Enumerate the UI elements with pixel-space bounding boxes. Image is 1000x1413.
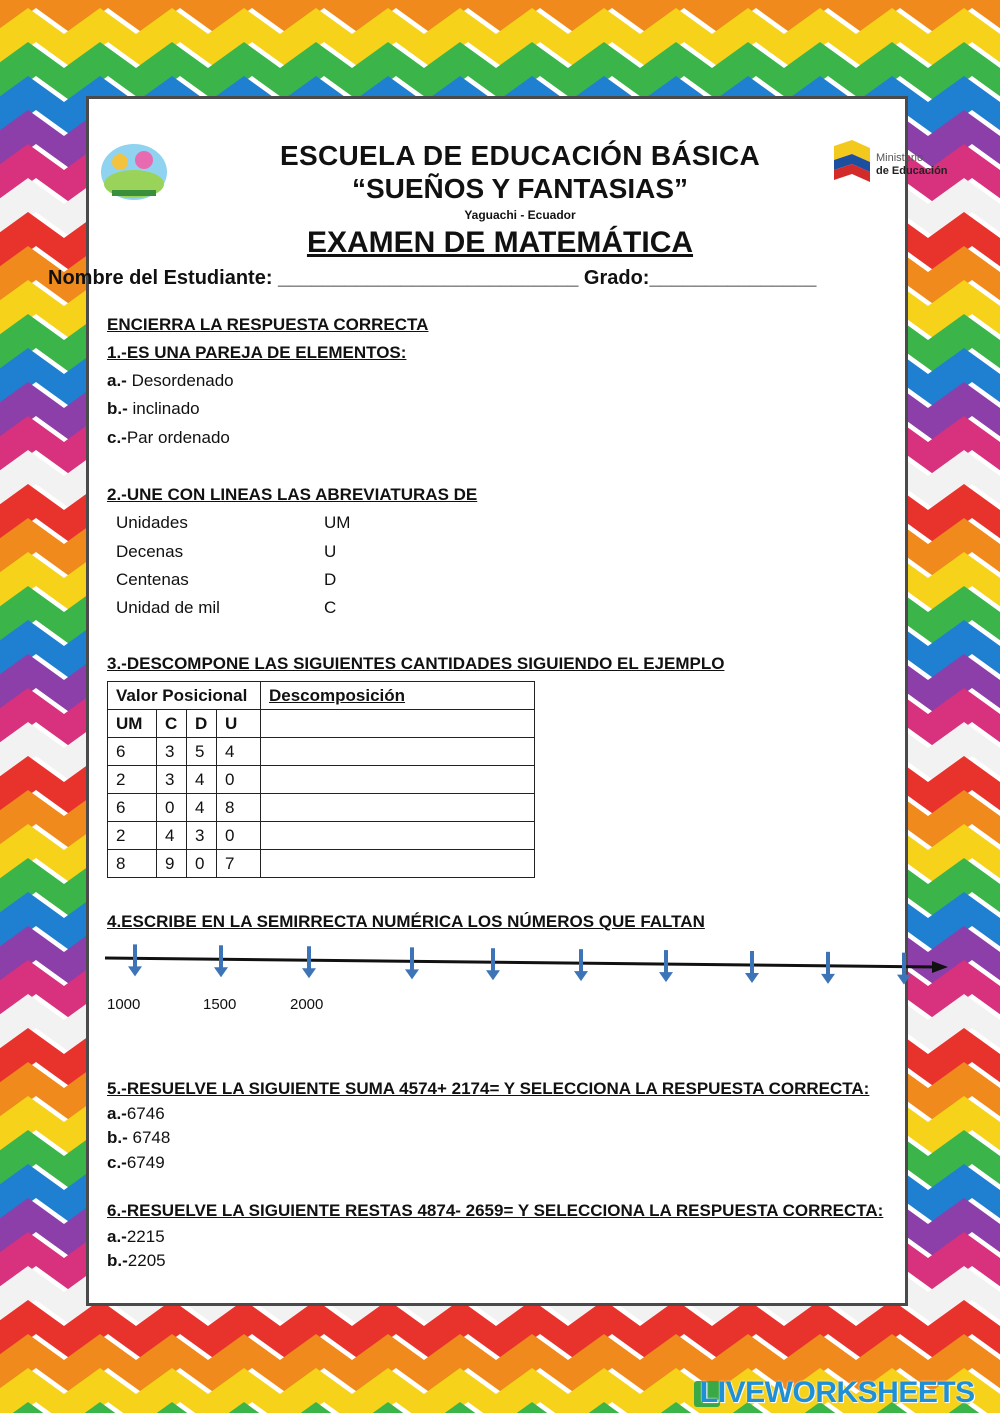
- q2-left-item[interactable]: Unidades: [116, 513, 188, 532]
- decomposition-cell[interactable]: [261, 766, 535, 794]
- q6-option-a[interactable]: a.-2215: [107, 1227, 165, 1246]
- number-line-marker-arrow-icon: [745, 951, 759, 983]
- cell-u: 0: [217, 822, 261, 850]
- cell-u: 8: [217, 794, 261, 822]
- number-line-marker-arrow-icon: [405, 947, 419, 979]
- school-name-line2: “SUEÑOS Y FANTASIAS”: [351, 173, 689, 204]
- decomposition-cell[interactable]: [261, 822, 535, 850]
- q2-right-item[interactable]: UM: [324, 513, 351, 532]
- column-c: C: [157, 710, 187, 738]
- q2-left-item[interactable]: Unidad de mil: [116, 598, 220, 617]
- cell-um: 2: [108, 766, 157, 794]
- q2-left-item[interactable]: Centenas: [116, 570, 189, 589]
- number-line-label: 1000: [107, 996, 141, 1013]
- cell-um: 2: [108, 822, 157, 850]
- instructions-heading: ENCIERRA LA RESPUESTA CORRECTA: [107, 315, 429, 334]
- question-6-title: 6.-RESUELVE LA SIGUIENTE RESTAS 4874- 2659= Y SELECCIONA LA RESPUESTA CORRECTA:: [107, 1201, 884, 1220]
- number-line-label: 1500: [203, 996, 237, 1013]
- q1-option-a[interactable]: a.- Desordenado: [107, 371, 234, 390]
- cell-u: 7: [217, 850, 261, 878]
- number-line-marker-arrow-icon: [821, 952, 835, 984]
- table-row: [108, 766, 535, 794]
- question-5-title: 5.-RESUELVE LA SIGUIENTE SUMA 4574+ 2174= Y SELECCIONA LA RESPUESTA CORRECTA:: [107, 1079, 870, 1098]
- decomposition-header: Descomposición: [261, 682, 535, 710]
- decomposition-cell[interactable]: [261, 738, 535, 766]
- number-line-axis: [105, 958, 938, 967]
- decomposition-cell[interactable]: [261, 710, 535, 738]
- column-um: UM: [108, 710, 157, 738]
- table-row: [108, 850, 535, 878]
- school-location: Yaguachi - Ecuador: [464, 208, 576, 222]
- student-name-grade-line[interactable]: Nombre del Estudiante: ___________________________ Grado:_______________: [48, 267, 817, 289]
- table-header-row: [108, 682, 535, 710]
- cell-um: 6: [108, 794, 157, 822]
- q5-option-c[interactable]: c.-6749: [107, 1153, 165, 1172]
- number-line-marker-arrow-icon: [574, 949, 588, 981]
- liveworksheets-watermark[interactable]: LIVEWORKSHEETS: [700, 1376, 975, 1409]
- q1-option-b[interactable]: b.- inclinado: [107, 399, 200, 418]
- question-4-title: 4.ESCRIBE EN LA SEMIRRECTA NUMÉRICA LOS NÚMEROS QUE FALTAN: [107, 912, 705, 931]
- number-line-marker-arrow-icon: [659, 950, 673, 982]
- cell-c: 4: [157, 822, 187, 850]
- cell-c: 9: [157, 850, 187, 878]
- number-line-label: 2000: [290, 996, 324, 1013]
- number-line-marker-arrow-icon: [897, 953, 911, 985]
- table-row: [108, 738, 535, 766]
- number-line-marker-arrow-icon: [128, 944, 142, 976]
- q2-right-item[interactable]: U: [324, 542, 337, 561]
- cell-c: 3: [157, 738, 187, 766]
- cell-c: 0: [157, 794, 187, 822]
- cell-d: 5: [187, 738, 217, 766]
- number-line-marker-arrow-icon: [214, 945, 228, 977]
- column-d: D: [187, 710, 217, 738]
- cell-d: 3: [187, 822, 217, 850]
- table-row: [108, 794, 535, 822]
- q6-option-b[interactable]: b.-2205: [107, 1251, 166, 1270]
- q2-right-item[interactable]: D: [324, 570, 337, 589]
- q2-right-item[interactable]: C: [324, 598, 337, 617]
- q5-option-a[interactable]: a.-6746: [107, 1104, 165, 1123]
- table-columns-row: [108, 710, 535, 738]
- q1-option-c[interactable]: c.-Par ordenado: [107, 428, 230, 447]
- cell-d: 4: [187, 766, 217, 794]
- q5-option-b[interactable]: b.- 6748: [107, 1128, 171, 1147]
- cell-u: 4: [217, 738, 261, 766]
- table-row: [108, 822, 535, 850]
- exam-title: EXAMEN DE MATEMÁTICA: [306, 226, 694, 259]
- q2-left-item[interactable]: Decenas: [116, 542, 184, 561]
- cell-d: 0: [187, 850, 217, 878]
- cell-u: 0: [217, 766, 261, 794]
- question-1-title: 1.-ES UNA PAREJA DE ELEMENTOS:: [107, 343, 407, 362]
- cell-um: 8: [108, 850, 157, 878]
- cell-um: 6: [108, 738, 157, 766]
- question-2-title: 2.-UNE CON LINEAS LAS ABREVIATURAS DE: [107, 485, 478, 504]
- decomposition-cell[interactable]: [261, 850, 535, 878]
- cell-c: 3: [157, 766, 187, 794]
- column-u: U: [217, 710, 261, 738]
- number-line-marker-arrow-icon: [302, 946, 316, 978]
- ministry-name: Ministerio de Educación: [876, 152, 948, 177]
- question-3-title: 3.-DESCOMPONE LAS SIGUIENTES CANTIDADES SIGUIENDO EL EJEMPLO: [107, 654, 725, 673]
- cell-d: 4: [187, 794, 217, 822]
- school-name-line1: ESCUELA DE EDUCACIÓN BÁSICA: [280, 140, 760, 171]
- number-line-arrowhead: [932, 961, 948, 973]
- decomposition-cell[interactable]: [261, 794, 535, 822]
- place-value-header: Valor Posicional: [108, 682, 261, 710]
- place-value-table: [107, 681, 535, 878]
- number-line-marker-arrow-icon: [486, 948, 500, 980]
